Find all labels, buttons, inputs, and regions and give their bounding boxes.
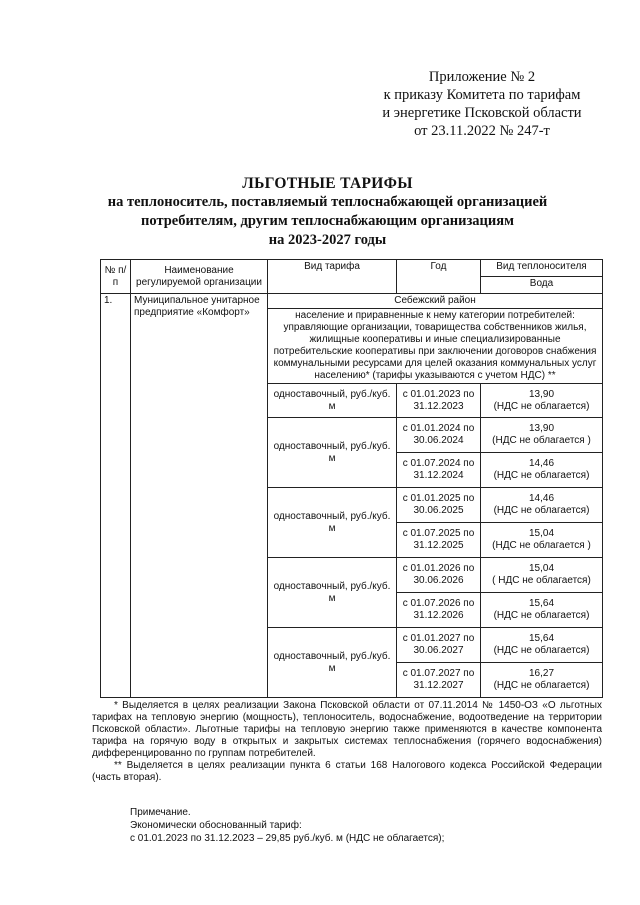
vat-note: (НДС не облагается) xyxy=(493,470,590,481)
period-cell: с 01.07.2024 по 31.12.2024 xyxy=(397,453,481,488)
appendix-line-2: к приказу Комитета по тарифам xyxy=(383,87,581,103)
tariff-label: одноставочный, руб./куб. м xyxy=(268,418,397,488)
vat-note: (НДС не облагается) xyxy=(493,610,590,621)
tariff-value: 14,46 xyxy=(528,458,555,469)
period-cell: с 01.01.2025 по 30.06.2025 xyxy=(397,488,481,523)
footnotes xyxy=(92,700,602,784)
header-num: № п/п xyxy=(101,260,131,294)
header-tariff-type: Вид тарифа xyxy=(268,260,397,294)
period-cell: с 01.07.2025 по 31.12.2025 xyxy=(397,523,481,558)
tariff-value-cell xyxy=(481,663,603,698)
title-main: ЛЬГОТНЫЕ ТАРИФЫ xyxy=(242,175,413,192)
tariff-value: 16,27 xyxy=(528,668,555,679)
row-number: 1. xyxy=(101,294,131,698)
remark-heading: Примечание. xyxy=(130,807,191,818)
title-line-3: на 2023-2027 годы xyxy=(268,232,387,248)
title-line-1: на теплоноситель, поставляемый теплоснабжающей организацией xyxy=(107,194,548,210)
appendix-header xyxy=(362,68,602,140)
document-title xyxy=(80,174,575,250)
period-cell: с 01.01.2023 по 31.12.2023 xyxy=(397,384,481,418)
header-year: Год xyxy=(397,260,481,294)
tariff-label: одноставочный, руб./куб. м xyxy=(268,628,397,698)
vat-note: (НДС не облагается ) xyxy=(492,540,591,551)
tariff-value-cell xyxy=(481,523,603,558)
appendix-line-1: Приложение № 2 xyxy=(428,69,536,85)
header-carrier-type: Вид теплоносителя xyxy=(481,260,603,277)
tariff-value: 15,64 xyxy=(528,598,555,609)
tariff-value: 13,90 xyxy=(528,388,555,400)
remark-line-2: с 01.01.2023 по 31.12.2023 – 29,85 руб./куб. м (НДС не облагается); xyxy=(130,833,445,844)
tariff-value: 15,04 xyxy=(528,528,555,539)
tariff-value: 15,64 xyxy=(528,633,555,644)
tariff-value-cell xyxy=(481,453,603,488)
district-cell: Себежский район xyxy=(268,294,603,309)
tariff-value: 14,46 xyxy=(528,493,555,504)
vat-note: (НДС не облагается) xyxy=(493,400,590,412)
title-line-2: потребителям, другим теплоснабжающим организациям xyxy=(141,213,514,229)
tariff-table xyxy=(100,259,603,698)
table-header-row xyxy=(101,260,603,277)
footnote-2: ** Выделяется в целях реализации пункта 6 статьи 168 Налогового кодекса Российской Федерации (часть вторая). xyxy=(92,760,602,783)
appendix-line-4: от 23.11.2022 № 247-т xyxy=(414,123,550,139)
footnote-1: * Выделяется в целях реализации Закона Псковской области от 07.11.2014 № 1450-ОЗ «О льготных тарифах на тепловую энергию (мощность), теплоноситель, водоснабжение, водоотведение на территории Псковской области». Льготные тарифы на тепловую энергию также применяются в качестве компонента тарифа на горячую воду в открытых и закрытых системах теплоснабжения (горячего водоснабжения) дифференцированно по группам потребителей. xyxy=(92,700,602,759)
org-name: Муниципальное унитарное предприятие «Комфорт» xyxy=(131,294,268,698)
consumers-cell: население и приравненные к нему категории потребителей: управляющие организации, товарищества собственников жилья, жилищные кооперативы и иные специализированные потребительские кооперативы при заключении договоров снабжения коммунальными ресурсами для целей оказания коммунальных услуг населению* (тарифы указываются с учетом НДС) ** xyxy=(268,309,603,384)
period-cell: с 01.07.2027 по 31.12.2027 xyxy=(397,663,481,698)
vat-note: ( НДС не облагается) xyxy=(492,575,591,586)
period-cell: с 01.01.2026 по 30.06.2026 xyxy=(397,558,481,593)
tariff-value-cell xyxy=(481,384,603,418)
tariff-value-cell xyxy=(481,628,603,663)
vat-note: (НДС не облагается) xyxy=(493,505,590,516)
period-cell: с 01.01.2027 по 30.06.2027 xyxy=(397,628,481,663)
tariff-label: одноставочный, руб./куб. м xyxy=(268,488,397,558)
tariff-value: 13,90 xyxy=(528,423,555,434)
tariff-value-cell xyxy=(481,558,603,593)
remark-line-1: Экономически обоснованный тариф: xyxy=(130,820,302,831)
table-row xyxy=(101,294,603,309)
tariff-value-cell xyxy=(481,488,603,523)
tariff-label: одноставочный, руб./куб. м xyxy=(268,384,397,418)
vat-note: (НДС не облагается) xyxy=(493,645,590,656)
vat-note: (НДС не облагается) xyxy=(493,680,590,691)
header-carrier: Вода xyxy=(481,277,603,294)
header-org: Наименование регулируемой организации xyxy=(131,260,268,294)
remark-block xyxy=(130,806,600,845)
period-cell: с 01.07.2026 по 31.12.2026 xyxy=(397,593,481,628)
appendix-line-3: и энергетике Псковской области xyxy=(382,105,582,121)
tariff-value-cell xyxy=(481,593,603,628)
tariff-value: 15,04 xyxy=(528,563,555,574)
vat-note: (НДС не облагается ) xyxy=(492,435,591,446)
tariff-value-cell xyxy=(481,418,603,453)
tariff-label: одноставочный, руб./куб. м xyxy=(268,558,397,628)
period-cell: с 01.01.2024 по 30.06.2024 xyxy=(397,418,481,453)
